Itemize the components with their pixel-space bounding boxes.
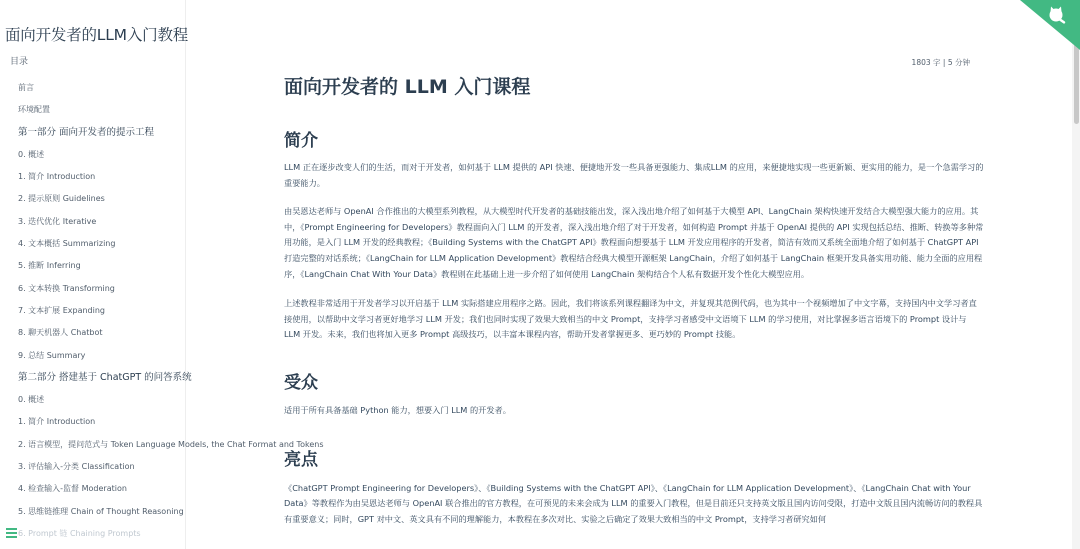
- toc-title: 目录: [10, 57, 29, 67]
- toc-item[interactable]: 3. 评估输入-分类 Classification: [18, 462, 135, 472]
- toc-item[interactable]: 3. 迭代优化 Iterative: [18, 216, 97, 226]
- article: [284, 70, 984, 527]
- toc-item[interactable]: 第二部分 搭建基于 ChatGPT 的问答系统: [18, 371, 192, 383]
- section-heading-audience: 受众: [284, 372, 318, 393]
- toc-item[interactable]: 1. 简介 Introduction: [18, 417, 96, 427]
- toc-item[interactable]: 4. 检查输入-监督 Moderation: [18, 484, 127, 494]
- toc-item[interactable]: 5. 思维链推理 Chain of Thought Reasoning: [18, 506, 184, 516]
- toc-item[interactable]: 7. 文本扩展 Expanding: [18, 305, 106, 315]
- main-content: [186, 0, 1066, 549]
- toc-item[interactable]: 9. 总结 Summary: [18, 350, 86, 360]
- scrollbar[interactable]: [1072, 0, 1080, 549]
- highlights-paragraph: 《ChatGPT Prompt Engineering for Developers》、《Building Systems with the ChatGPT API》、《LangChain for LLM Application Development》、《LangChain Chat with Your Data》等教程作为由吴恩达老师与 OpenAI 联合推出的官方教程，在可预见的未来会成为 LLM 的重要入门教程，但是目前还只支持英文版且国内访问受限，打造中文版且国内流畅访问的教程具有重要意义；同时，GPT 对中文、英文具有不同的理解能力，本教程在多次对比、实验之后确定了效果大致相当的中文 Prompt，支持学习者研究如何: [284, 482, 983, 524]
- toc-item[interactable]: 6. Prompt 链 Chaining Prompts: [18, 528, 141, 538]
- github-corner-icon[interactable]: [1020, 0, 1080, 50]
- toc-item[interactable]: 2. 提示原则 Guidelines: [18, 194, 105, 204]
- toc-item[interactable]: 0. 概述: [18, 149, 45, 159]
- toc-item[interactable]: 前言: [18, 83, 34, 92]
- meta-separator: |: [942, 58, 946, 67]
- section-heading-intro: 简介: [284, 131, 318, 151]
- toc-item[interactable]: 1. 简介 Introduction: [18, 172, 96, 182]
- toc-item[interactable]: 6. 文本转换 Transforming: [18, 283, 115, 293]
- hamburger-menu-icon[interactable]: [6, 528, 17, 538]
- toc-item[interactable]: 5. 推断 Inferring: [18, 261, 81, 271]
- toc-item[interactable]: 2. 语言模型，提问范式与 Token Language Models, the Chat Format and Tokens: [18, 439, 324, 449]
- intro-paragraph-3: 上述教程非常适用于开发者学习以开启基于 LLM 实际搭建应用程序之路。因此，我们将该系列课程翻译为中文，并复现其范例代码，也为其中一个视频增加了中文字幕，支持国内中文学习者直接使用，以帮助中文学习者更好地学习 LLM 开发；我们也同时实现了效果大致相当的中文 Prompt，支持学习者感受中文语境下 LLM 的学习使用，对比掌握多语言语境下的 Prompt 设计与 LLM 开发。未来，我们也将加入更多 Prompt 高级技巧，以丰富本课程内容，帮助开发者掌握更多、更巧妙的 Prompt 技能。: [284, 298, 977, 340]
- word-count: 1803 字: [911, 58, 941, 67]
- app-name[interactable]: 面向开发者的LLM入门教程: [5, 26, 189, 44]
- toc-item[interactable]: 环境配置: [18, 105, 50, 115]
- toc-item[interactable]: 0. 概述: [18, 395, 45, 405]
- audience-paragraph: 适用于所有具备基础 Python 能力，想要入门 LLM 的开发者。: [284, 404, 511, 415]
- toc-item[interactable]: 8. 聊天机器人 Chatbot: [18, 328, 103, 338]
- toc-item[interactable]: 4. 文本概括 Summarizing: [18, 239, 116, 249]
- read-time: 5 分钟: [947, 58, 970, 67]
- intro-paragraph-1: LLM 正在逐步改变人们的生活，而对于开发者，如何基于 LLM 提供的 API 快速、便捷地开发一些具备更强能力、集成LLM 的应用，来便捷地实现一些更新颖、更实用的能力，是一个急需学习的重要能力。: [284, 162, 984, 188]
- toc-item[interactable]: 第一部分 面向开发者的提示工程: [18, 126, 155, 138]
- section-heading-highlights: 亮点: [284, 449, 318, 470]
- reading-meta: [912, 57, 970, 68]
- intro-paragraph-2: 由吴恩达老师与 OpenAI 合作推出的大模型系列教程，从大模型时代开发者的基础技能出发，深入浅出地介绍了如何基于大模型 API、LangChain 架构快速开发结合大模型强大能力的应用。其中，《Prompt Engineering for Developers》教程面向入门 LLM 的开发者，深入浅出地介绍了对于开发者，如何构造 Prompt 并基于 OpenAI 提供的 API 实现包括总结、推断、转换等多种常用功能，是入门 LLM 开发的经典教程；《Building Systems with the ChatGPT API》教程面向想要基于 LLM 开发应用程序的开发者，简洁有效而又系统全面地介绍了如何基于 ChatGPT API 打造完整的对话系统；《LangChain for LLM Application Development》教程结合经典大模型开源框架 LangChain，介绍了如何基于 LangChain 框架开发具备实用功能、能力全面的应用程序，《LangChain Chat With Your Data》教程则在此基础上进一步介绍了如何使用 LangChain 架构结合个人私有数据开发个性化大模型应用。: [284, 206, 984, 279]
- page-title: 面向开发者的 LLM 入门课程: [284, 76, 531, 98]
